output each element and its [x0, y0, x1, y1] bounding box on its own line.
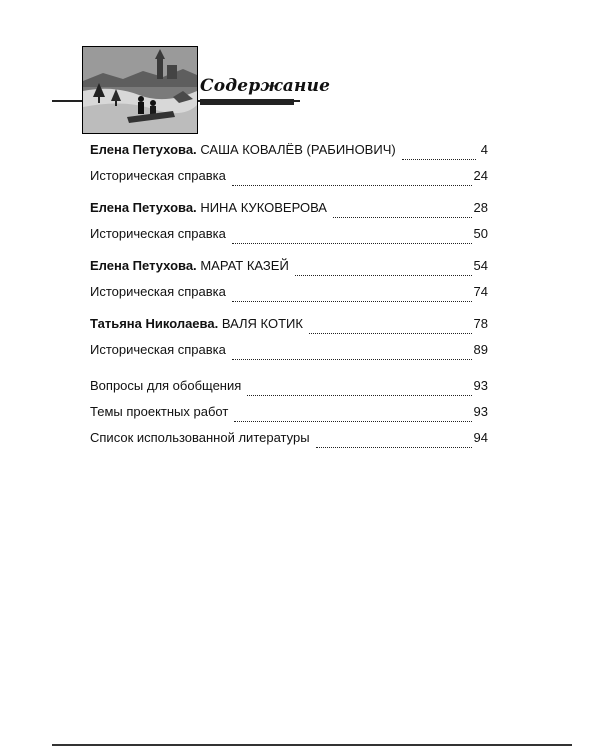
dot-leader	[232, 184, 472, 186]
toc-entry[interactable]	[90, 404, 488, 430]
toc-entry-title: ВАЛЯ КОТИК	[221, 316, 303, 331]
winter-landscape-illustration-icon	[82, 46, 198, 134]
toc-entry-page: 78	[473, 316, 488, 331]
page-title: Содержание	[200, 76, 331, 96]
toc-entry-label	[90, 200, 327, 216]
dot-leader	[232, 358, 472, 360]
toc-entry[interactable]	[90, 142, 488, 168]
toc-entry-title: Список использованной литературы	[90, 430, 310, 445]
toc-entry-title: Вопросы для обобщения	[90, 378, 242, 393]
toc-entry-page: 94	[473, 430, 488, 445]
toc-entry-label	[90, 316, 303, 332]
toc-entry-title: Историческая справка	[90, 226, 226, 241]
toc-entry-page: 50	[473, 226, 488, 241]
footer-rule	[52, 744, 572, 746]
toc-entry-author: Елена Петухова.	[90, 142, 197, 157]
toc-entry[interactable]	[90, 258, 488, 284]
toc-entry[interactable]	[90, 316, 488, 342]
toc-entry[interactable]	[90, 284, 488, 310]
group-spacer	[90, 368, 488, 378]
toc-entry[interactable]	[90, 430, 488, 456]
header-title-block	[200, 76, 331, 96]
toc-entry-author: Елена Петухова.	[90, 200, 197, 215]
toc-entry-page: 24	[473, 168, 488, 183]
toc-entry[interactable]	[90, 342, 488, 368]
toc-entry-page: 4	[480, 142, 488, 157]
dot-leader	[232, 300, 472, 302]
toc-entry-page: 28	[473, 200, 488, 215]
toc-entry-page: 93	[473, 404, 488, 419]
toc-entry-title: Историческая справка	[90, 342, 226, 357]
toc-entry-page: 89	[473, 342, 488, 357]
dot-leader	[309, 332, 472, 334]
toc-entry-title: МАРАТ КАЗЕЙ	[200, 258, 289, 273]
title-underline-bar	[200, 99, 294, 105]
dot-leader	[247, 394, 471, 396]
toc-entry-page: 54	[473, 258, 488, 273]
toc-entry-title: Темы проектных работ	[90, 404, 229, 419]
toc-entry-title: САША КОВАЛЁВ (РАБИНОВИЧ)	[200, 142, 396, 157]
illustration-svg	[83, 47, 197, 133]
dot-leader	[232, 242, 472, 244]
dot-leader	[402, 158, 476, 160]
table-of-contents	[90, 142, 488, 456]
toc-entry[interactable]	[90, 378, 488, 404]
dot-leader	[316, 446, 472, 448]
toc-entry-page: 93	[473, 378, 488, 393]
dot-leader	[333, 216, 472, 218]
toc-entry[interactable]	[90, 168, 488, 194]
toc-entry-label	[90, 258, 289, 274]
toc-entry-label	[90, 142, 396, 158]
dot-leader	[234, 420, 471, 422]
toc-entry-title: Историческая справка	[90, 168, 226, 183]
toc-entry-author: Татьяна Николаева.	[90, 316, 219, 331]
toc-entry[interactable]	[90, 226, 488, 252]
dot-leader	[295, 274, 472, 276]
toc-entry-title: Историческая справка	[90, 284, 226, 299]
toc-entry[interactable]	[90, 200, 488, 226]
toc-entry-author: Елена Петухова.	[90, 258, 197, 273]
toc-entry-page: 74	[473, 284, 488, 299]
toc-entry-title: НИНА КУКОВЕРОВА	[200, 200, 327, 215]
